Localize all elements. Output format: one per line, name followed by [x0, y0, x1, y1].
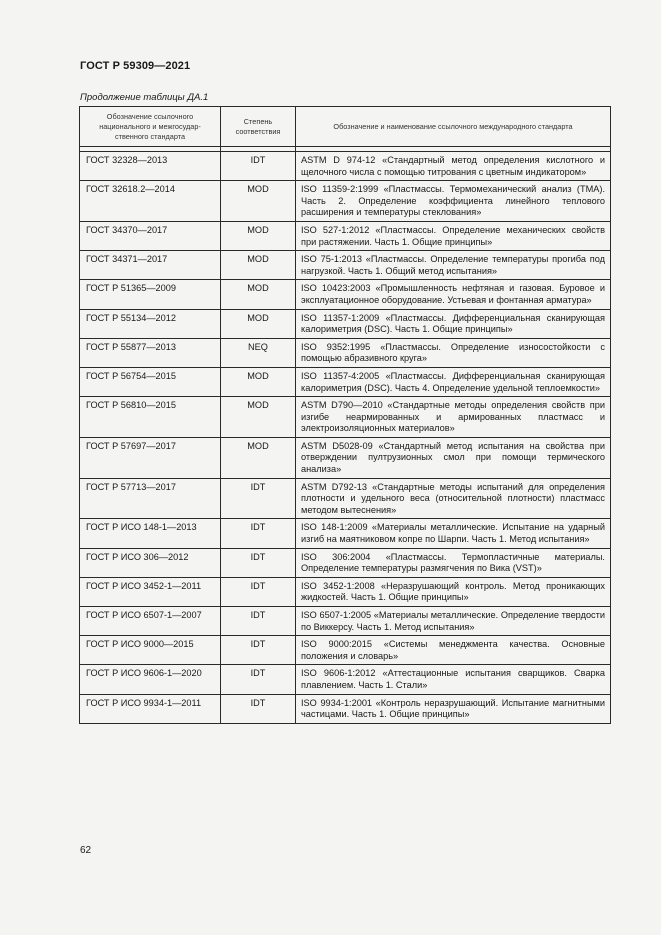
national-standard-cell: ГОСТ Р 55134—2012: [80, 309, 221, 338]
international-standard-cell: ISO 10423:2003 «Промышленность нефтяная и газовая. Буровое и эксплуатационное оборудование. Устьевая и фонтанная арматура»: [296, 280, 611, 309]
column-header-international-standard: Обозначение и наименование ссылочного международного стандарта: [296, 107, 611, 147]
international-standard-cell: ASTM D 974-12 «Стандартный метод определения кислотного и щелочного числа с помощью титрования с цветным индикатором»: [296, 152, 611, 181]
national-standard-cell: ГОСТ 34370—2017: [80, 221, 221, 250]
table-row: [80, 694, 611, 723]
conformity-degree-cell: NEQ: [221, 338, 296, 367]
table-row: [80, 478, 611, 519]
table-caption: Продолжение таблицы ДА.1: [80, 92, 209, 103]
international-standard-cell: ISO 75-1:2013 «Пластмассы. Определение температуры прогиба под нагрузкой. Часть 1. Общий метод испытания»: [296, 251, 611, 280]
document-header: ГОСТ Р 59309—2021: [80, 60, 191, 72]
international-standard-cell: ISO 148-1:2009 «Материалы металлические. Испытание на ударный изгиб на маятниковом копре по Шарпи. Часть 1. Метод испытания»: [296, 519, 611, 548]
table-row: [80, 152, 611, 181]
table-row: [80, 577, 611, 606]
international-standard-cell: ISO 527-1:2012 «Пластмассы. Определение механических свойств при растяжении. Часть 1. Общие принципы»: [296, 221, 611, 250]
conformity-degree-cell: IDT: [221, 665, 296, 694]
conformity-degree-cell: MOD: [221, 309, 296, 338]
table-row: [80, 367, 611, 396]
column-header-conformity-degree: Степень соответствия: [221, 107, 296, 147]
conformity-degree-cell: MOD: [221, 280, 296, 309]
international-standard-cell: ISO 9000:2015 «Системы менеджмента качества. Основные положения и словарь»: [296, 636, 611, 665]
conformity-degree-cell: MOD: [221, 181, 296, 222]
table-row: [80, 437, 611, 478]
table-header-row: [80, 107, 611, 147]
table-row: [80, 397, 611, 438]
international-standard-cell: ASTM D5028-09 «Стандартный метод испытания на свойства при отверждении пултрузионных смол при помощи термического анализа»: [296, 437, 611, 478]
national-standard-cell: ГОСТ 32618.2—2014: [80, 181, 221, 222]
international-standard-cell: ASTM D792-13 «Стандартные методы испытаний для определения плотности и удельного веса (относительной плотности) пластмасс методом вытеснения»: [296, 478, 611, 519]
international-standard-cell: ISO 3452-1:2008 «Неразрушающий контроль. Метод проникающих жидкостей. Часть 1. Общие принципы»: [296, 577, 611, 606]
national-standard-cell: ГОСТ Р 51365—2009: [80, 280, 221, 309]
national-standard-cell: ГОСТ Р 56754—2015: [80, 367, 221, 396]
table-row: [80, 181, 611, 222]
national-standard-cell: ГОСТ Р ИСО 306—2012: [80, 548, 221, 577]
conformity-degree-cell: IDT: [221, 519, 296, 548]
conformity-degree-cell: MOD: [221, 437, 296, 478]
conformity-degree-cell: IDT: [221, 607, 296, 636]
page-number: 62: [80, 845, 92, 856]
national-standard-cell: ГОСТ Р ИСО 9934-1—2011: [80, 694, 221, 723]
conformity-degree-cell: IDT: [221, 478, 296, 519]
international-standard-cell: ASTM D790—2010 «Стандартные методы определения свойств при изгибе неармированных и армированных пластмасс и электроизоляционных материалов»: [296, 397, 611, 438]
national-standard-cell: ГОСТ 34371—2017: [80, 251, 221, 280]
national-standard-cell: ГОСТ Р ИСО 148-1—2013: [80, 519, 221, 548]
international-standard-cell: ISO 306:2004 «Пластмассы. Термопластичные материалы. Определение температуры размягчения по Вика (VST)»: [296, 548, 611, 577]
conformity-degree-cell: MOD: [221, 367, 296, 396]
conformity-degree-cell: IDT: [221, 636, 296, 665]
national-standard-cell: ГОСТ Р ИСО 6507-1—2007: [80, 607, 221, 636]
national-standard-cell: ГОСТ Р 57713—2017: [80, 478, 221, 519]
table-row: [80, 636, 611, 665]
national-standard-cell: ГОСТ Р 56810—2015: [80, 397, 221, 438]
international-standard-cell: ISO 9934-1:2001 «Контроль неразрушающий. Испытание магнитными частицами. Часть 1. Общие принципы»: [296, 694, 611, 723]
international-standard-cell: ISO 11357-1:2009 «Пластмассы. Дифференциальная сканирующая калориметрия (DSC). Часть 1. Общие принципы»: [296, 309, 611, 338]
table-row: [80, 519, 611, 548]
conformity-degree-cell: IDT: [221, 548, 296, 577]
table-row: [80, 665, 611, 694]
national-standard-cell: ГОСТ Р ИСО 9606-1—2020: [80, 665, 221, 694]
international-standard-cell: ISO 6507-1:2005 «Материалы металлические. Определение твердости по Виккерсу. Часть 1. Метод испытания»: [296, 607, 611, 636]
column-header-national-standard: Обозначение ссылочного национального и межгосудар-ственного стандарта: [80, 107, 221, 147]
national-standard-cell: ГОСТ Р ИСО 9000—2015: [80, 636, 221, 665]
international-standard-cell: ISO 11359-2:1999 «Пластмассы. Термомеханический анализ (ТМА). Часть 2. Определение коэффициента линейного теплового расширения и температуры стеклования»: [296, 181, 611, 222]
international-standard-cell: ISO 9352:1995 «Пластмассы. Определение износостойкости с помощью абразивного круга»: [296, 338, 611, 367]
table-row: [80, 221, 611, 250]
national-standard-cell: ГОСТ Р 57697—2017: [80, 437, 221, 478]
conformity-degree-cell: MOD: [221, 397, 296, 438]
national-standard-cell: ГОСТ Р ИСО 3452-1—2011: [80, 577, 221, 606]
national-standard-cell: ГОСТ 32328—2013: [80, 152, 221, 181]
table-row: [80, 309, 611, 338]
table-row: [80, 251, 611, 280]
conformity-degree-cell: IDT: [221, 694, 296, 723]
conformity-degree-cell: MOD: [221, 221, 296, 250]
international-standard-cell: ISO 11357-4:2005 «Пластмассы. Дифференциальная сканирующая калориметрия (DSC). Часть 4. Определение удельной теплоемкости»: [296, 367, 611, 396]
conformity-degree-cell: IDT: [221, 577, 296, 606]
conformity-degree-cell: MOD: [221, 251, 296, 280]
table-row: [80, 280, 611, 309]
table-row: [80, 338, 611, 367]
conformity-degree-cell: IDT: [221, 152, 296, 181]
international-standard-cell: ISO 9606-1:2012 «Аттестационные испытания сварщиков. Сварка плавлением. Часть 1. Стали»: [296, 665, 611, 694]
reference-standards-table: [79, 106, 611, 724]
table-row: [80, 607, 611, 636]
table-row: [80, 548, 611, 577]
national-standard-cell: ГОСТ Р 55877—2013: [80, 338, 221, 367]
